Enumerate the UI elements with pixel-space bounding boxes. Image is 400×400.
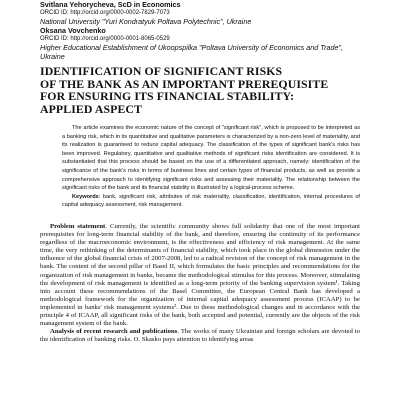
section-problem-statement bbox=[40, 223, 360, 328]
title-line: APPLIED ASPECT bbox=[40, 101, 143, 116]
section-text: . Currently, the scientific community shows full solidarity that one of the most important prerequisites for long-term financial stability of the bank, and therefore, ensuring the continuity of its performance regardless of the macroeconomic environment, is the effectiveness and efficiency of risk management. At the same time, the very rethinking of the determinants of financial stability, which took place in the global dimension under the influence of the global financial crisis of 2007-2008, led to a radical revision of the concept of risk management in the bank. The content of the second pillar of Basel II, which formulates the basic principles and recommendations for the organization of risk management in banks, became the methodological stimulus for this process. Moreover, stimulating the development of risk management is identified as a long-term priority of the banking supervision system¹. Taking into account these recommendations of the Basel Committee, the European Central Bank has developed a methodological framework for the organization of internal capital adequacy assessment process (ICAAP) to be implemented in banks' risk management systems². Due to these methodological changes and in accordance with the principle 4 of ICAAP, all significant risks of the bank, both accepted and potential, currently are the objects of the risk management system of the bank. bbox=[40, 222, 360, 328]
author-name: Svitlana Yehorycheva, ScD in Economics bbox=[40, 0, 181, 9]
keywords bbox=[62, 193, 360, 210]
section-text: . The works of many Ukrainian and foreign scholars are devoted to the identification of banking risks. O. Skasko pays attention to identifying areas bbox=[40, 328, 360, 344]
paper-title bbox=[40, 65, 360, 115]
title-line: IDENTIFICATION OF SIGNIFICANT RISKS bbox=[40, 64, 283, 78]
author-affiliation: National University "Yuri Kondratyuk Poltava Polytechnic", Ukraine bbox=[40, 17, 252, 26]
author-block-2 bbox=[40, 26, 360, 61]
author-name: Oksana Vovchenko bbox=[40, 26, 106, 35]
abstract: The article examines the economic nature of the concept of "significant risk", which is proposed to be interpreted as a banking risk, which in its quantitative and qualitative parameters is characterized by a non-zero level of materiality, and its realization is guaranteed to reduce capital adequacy. The classification of the types of significant bank's risks has been improved. Regulatory, quantitative and qualitative methods of significant risks identification are considered. It is substantiated that this process should be based on the use of a differentiated approach, namely: identification of the significance of the bank's risks in terms of business lines and certain types of financial products, as well as provide a comprehensive approach to identifying significant risks and assessing their materiality. The relationship between the significant risks of the bank and its financial stability is illustrated by a logical-process scheme. bbox=[62, 125, 360, 192]
section-heading: Analysis of recent research and publications bbox=[50, 328, 178, 336]
paper-page bbox=[40, 0, 360, 344]
section-heading: Problem statement bbox=[50, 222, 106, 230]
author-orcid: ORCID ID: http://orcid.org/0000-0002-7829-7073 bbox=[40, 10, 170, 16]
title-line: FOR ENSURING ITS FINANCIAL STABILITY: bbox=[40, 89, 295, 103]
title-line: OF THE BANK AS AN IMPORTANT PREREQUISITE bbox=[40, 76, 329, 91]
author-affiliation: Higher Educational Establishment of Ukoopspilka "Poltava University of Economics and Trade", Ukraine bbox=[40, 43, 343, 61]
keywords-text: : bank, significant risk, attributes of risk materiality, classification, identification, internal procedures of capital adequacy assessment, risk management. bbox=[62, 193, 360, 209]
section-analysis bbox=[40, 328, 360, 344]
author-orcid: ORCID ID: http://orcid.org/0000-0001-8065-0529 bbox=[40, 36, 170, 42]
author-block-1 bbox=[40, 0, 360, 26]
keywords-label: Keywords bbox=[72, 193, 99, 200]
